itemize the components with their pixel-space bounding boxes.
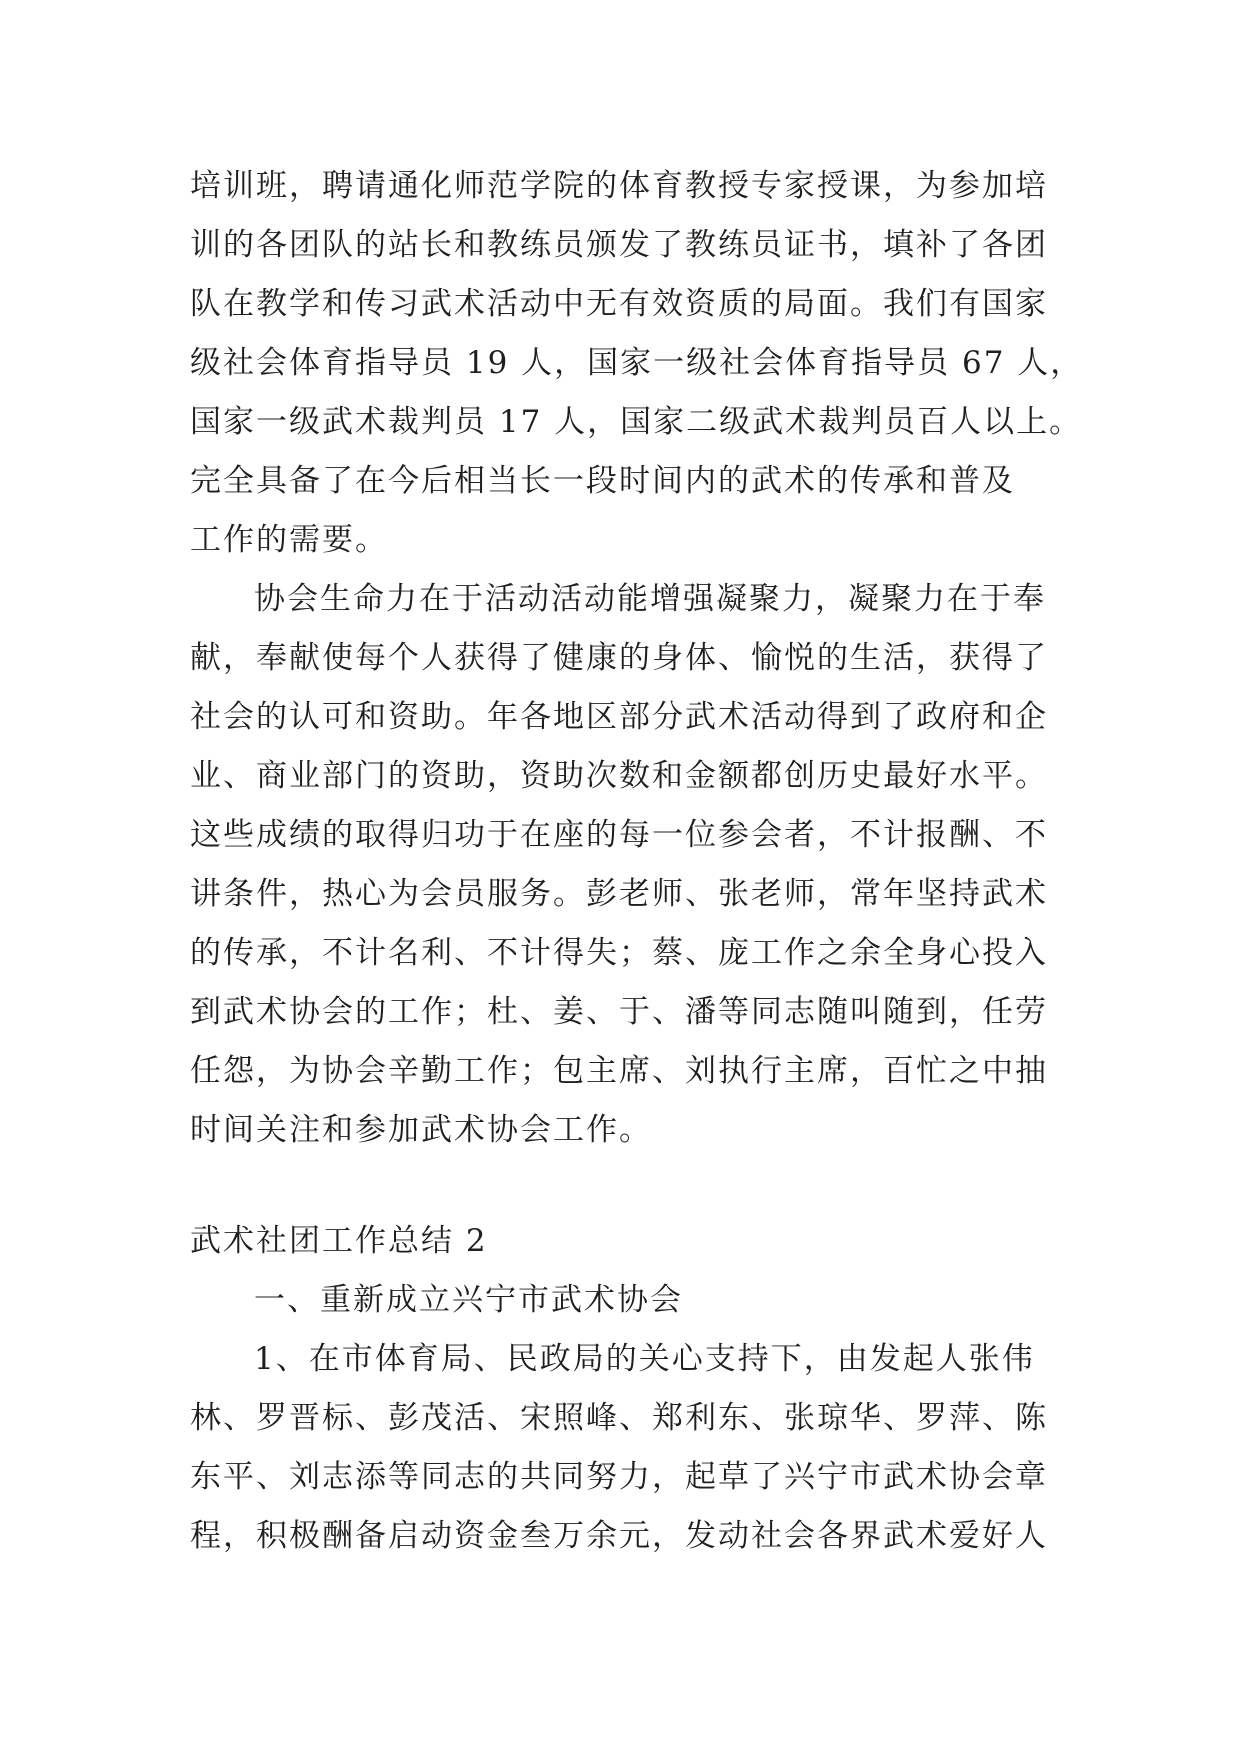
subheading: 一、重新成立兴宁市武术协会 [254, 1282, 683, 1318]
text-line: 这些成绩的取得归功于在座的每一位参会者，不计报酬、不 [190, 817, 1048, 853]
text-line: 献，奉献使每个人获得了健康的身体、愉悦的生活，获得了 [190, 640, 1048, 676]
text-line: 队在教学和传习武术活动中无有效资质的局面。我们有国家 [190, 286, 1048, 322]
text-line: 级社会体育指导员 19 人，国家一级社会体育指导员 67 人， [190, 345, 1084, 381]
text-line: 到武术协会的工作；杜、姜、于、潘等同志随叫随到，任劳 [190, 994, 1048, 1030]
text-line: 社会的认可和资助。年各地区部分武术活动得到了政府和企 [190, 699, 1048, 735]
text-line: 国家一级武术裁判员 17 人，国家二级武术裁判员百人以上。 [190, 404, 1083, 440]
text-line: 培训班，聘请通化师范学院的体育教授专家授课，为参加培 [190, 168, 1048, 204]
text-line: 工作的需要。 [190, 522, 388, 558]
text-line: 协会生命力在于活动活动能增强凝聚力，凝聚力在于奉 [254, 581, 1046, 617]
text-line: 时间关注和参加武术协会工作。 [190, 1112, 652, 1148]
text-line: 程，积极酬备启动资金叁万余元，发动社会各界武术爱好人 [190, 1518, 1048, 1554]
text-line: 讲条件，热心为会员服务。彭老师、张老师，常年坚持武术 [190, 876, 1048, 912]
paragraph-3 [190, 1330, 1060, 1566]
document-body [190, 157, 1084, 1566]
text-line: 的传承，不计名利、不计得失；蔡、庞工作之余全身心投入 [190, 935, 1048, 971]
paragraph-1 [190, 157, 1084, 570]
text-line: 完全具备了在今后相当长一段时间内的武术的传承和普及 [190, 463, 1015, 499]
text-line: 东平、刘志添等同志的共同努力，起草了兴宁市武术协会章 [190, 1459, 1048, 1495]
text-line: 任怨，为协会辛勤工作；包主席、刘执行主席，百忙之中抽 [190, 1053, 1048, 1089]
paragraph-2 [190, 570, 1060, 1160]
text-line: 1、在市体育局、民政局的关心支持下，由发起人张伟 [254, 1341, 1035, 1377]
section-title: 武术社团工作总结 2 [190, 1223, 488, 1259]
text-line: 林、罗晋标、彭茂活、宋照峰、郑利东、张琼华、罗萍、陈 [190, 1400, 1048, 1436]
text-line: 业、商业部门的资助，资助次数和金额都创历史最好水平。 [190, 758, 1048, 794]
text-line: 训的各团队的站长和教练员颁发了教练员证书，填补了各团 [190, 227, 1048, 263]
